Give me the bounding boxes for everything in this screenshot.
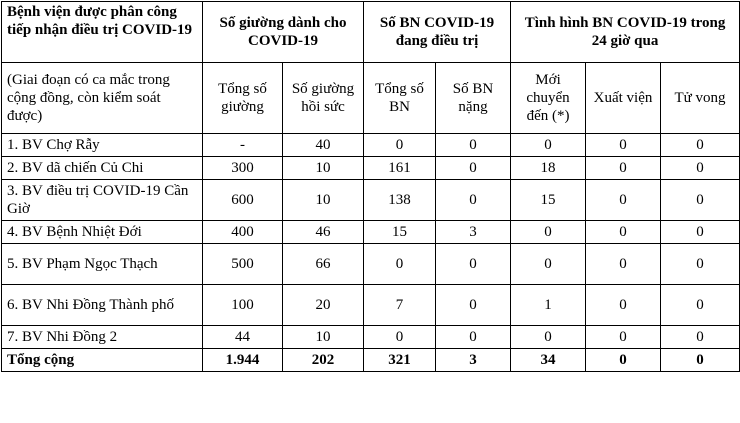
discharged-cell: 0 bbox=[586, 221, 661, 244]
icu-beds-cell: 10 bbox=[283, 157, 364, 180]
table-row bbox=[2, 285, 740, 326]
deaths-cell: 0 bbox=[661, 285, 740, 326]
hospital-name: 1. BV Chợ Rẫy bbox=[2, 134, 203, 157]
deaths-cell: 0 bbox=[661, 326, 740, 349]
total-beds-cell: 500 bbox=[203, 244, 283, 285]
icu-beds-cell: 10 bbox=[283, 326, 364, 349]
icu-beds-sum: 202 bbox=[283, 349, 364, 372]
hospital-name: 3. BV điều trị COVID-19 Cần Giờ bbox=[2, 180, 203, 221]
deaths-sum: 0 bbox=[661, 349, 740, 372]
subheader-discharged: Xuất viện bbox=[586, 63, 661, 134]
total-patients-cell: 15 bbox=[364, 221, 436, 244]
discharged-cell: 0 bbox=[586, 244, 661, 285]
subheader-note: (Giai đoạn có ca mắc trong cộng đồng, còn kiểm soát được) bbox=[2, 63, 203, 134]
table-row bbox=[2, 180, 740, 221]
total-beds-cell: 600 bbox=[203, 180, 283, 221]
subheader-newly-transferred: Mới chuyển đến (*) bbox=[511, 63, 586, 134]
subheader-total-patients: Tổng số BN bbox=[364, 63, 436, 134]
subheader-row bbox=[2, 63, 740, 134]
icu-beds-cell: 66 bbox=[283, 244, 364, 285]
subheader-severe-patients: Số BN nặng bbox=[436, 63, 511, 134]
total-beds-cell: 100 bbox=[203, 285, 283, 326]
covid-hospital-table bbox=[1, 1, 740, 372]
subheader-deaths: Tử vong bbox=[661, 63, 740, 134]
deaths-cell: 0 bbox=[661, 221, 740, 244]
severe-cell: 3 bbox=[436, 221, 511, 244]
new-cell: 18 bbox=[511, 157, 586, 180]
new-sum: 34 bbox=[511, 349, 586, 372]
header-24h: Tình hình BN COVID-19 trong 24 giờ qua bbox=[511, 2, 740, 63]
icu-beds-cell: 10 bbox=[283, 180, 364, 221]
new-cell: 0 bbox=[511, 134, 586, 157]
total-beds-cell: 44 bbox=[203, 326, 283, 349]
new-cell: 0 bbox=[511, 221, 586, 244]
table-row bbox=[2, 221, 740, 244]
hospital-name: 7. BV Nhi Đồng 2 bbox=[2, 326, 203, 349]
severe-cell: 0 bbox=[436, 244, 511, 285]
header-beds: Số giường dành cho COVID-19 bbox=[203, 2, 364, 63]
subheader-icu-beds: Số giường hồi sức bbox=[283, 63, 364, 134]
discharged-cell: 0 bbox=[586, 157, 661, 180]
total-label: Tổng cộng bbox=[2, 349, 203, 372]
severe-cell: 0 bbox=[436, 285, 511, 326]
discharged-cell: 0 bbox=[586, 285, 661, 326]
header-patients: Số BN COVID-19 đang điều trị bbox=[364, 2, 511, 63]
table-row bbox=[2, 134, 740, 157]
discharged-cell: 0 bbox=[586, 180, 661, 221]
total-row bbox=[2, 349, 740, 372]
hospital-name: 4. BV Bệnh Nhiệt Đới bbox=[2, 221, 203, 244]
deaths-cell: 0 bbox=[661, 157, 740, 180]
total-patients-cell: 161 bbox=[364, 157, 436, 180]
hospital-name: 2. BV dã chiến Củ Chi bbox=[2, 157, 203, 180]
total-beds-cell: 400 bbox=[203, 221, 283, 244]
discharged-cell: 0 bbox=[586, 134, 661, 157]
table-row bbox=[2, 244, 740, 285]
table-row bbox=[2, 157, 740, 180]
severe-cell: 0 bbox=[436, 180, 511, 221]
hospital-name: 6. BV Nhi Đồng Thành phố bbox=[2, 285, 203, 326]
new-cell: 0 bbox=[511, 326, 586, 349]
new-cell: 15 bbox=[511, 180, 586, 221]
deaths-cell: 0 bbox=[661, 244, 740, 285]
severe-sum: 3 bbox=[436, 349, 511, 372]
total-beds-sum: 1.944 bbox=[203, 349, 283, 372]
header-row bbox=[2, 2, 740, 63]
total-beds-cell: 300 bbox=[203, 157, 283, 180]
new-cell: 1 bbox=[511, 285, 586, 326]
severe-cell: 0 bbox=[436, 157, 511, 180]
deaths-cell: 0 bbox=[661, 134, 740, 157]
icu-beds-cell: 20 bbox=[283, 285, 364, 326]
hospital-name: 5. BV Phạm Ngọc Thạch bbox=[2, 244, 203, 285]
subheader-total-beds: Tổng số giường bbox=[203, 63, 283, 134]
discharged-sum: 0 bbox=[586, 349, 661, 372]
total-patients-cell: 0 bbox=[364, 326, 436, 349]
severe-cell: 0 bbox=[436, 134, 511, 157]
icu-beds-cell: 46 bbox=[283, 221, 364, 244]
icu-beds-cell: 40 bbox=[283, 134, 364, 157]
header-hospital: Bệnh viện được phân công tiếp nhận điều trị COVID-19 bbox=[2, 2, 203, 63]
total-patients-cell: 0 bbox=[364, 134, 436, 157]
table-row bbox=[2, 326, 740, 349]
deaths-cell: 0 bbox=[661, 180, 740, 221]
total-patients-cell: 138 bbox=[364, 180, 436, 221]
total-patients-cell: 0 bbox=[364, 244, 436, 285]
total-patients-cell: 7 bbox=[364, 285, 436, 326]
discharged-cell: 0 bbox=[586, 326, 661, 349]
severe-cell: 0 bbox=[436, 326, 511, 349]
total-beds-cell: - bbox=[203, 134, 283, 157]
new-cell: 0 bbox=[511, 244, 586, 285]
total-patients-sum: 321 bbox=[364, 349, 436, 372]
